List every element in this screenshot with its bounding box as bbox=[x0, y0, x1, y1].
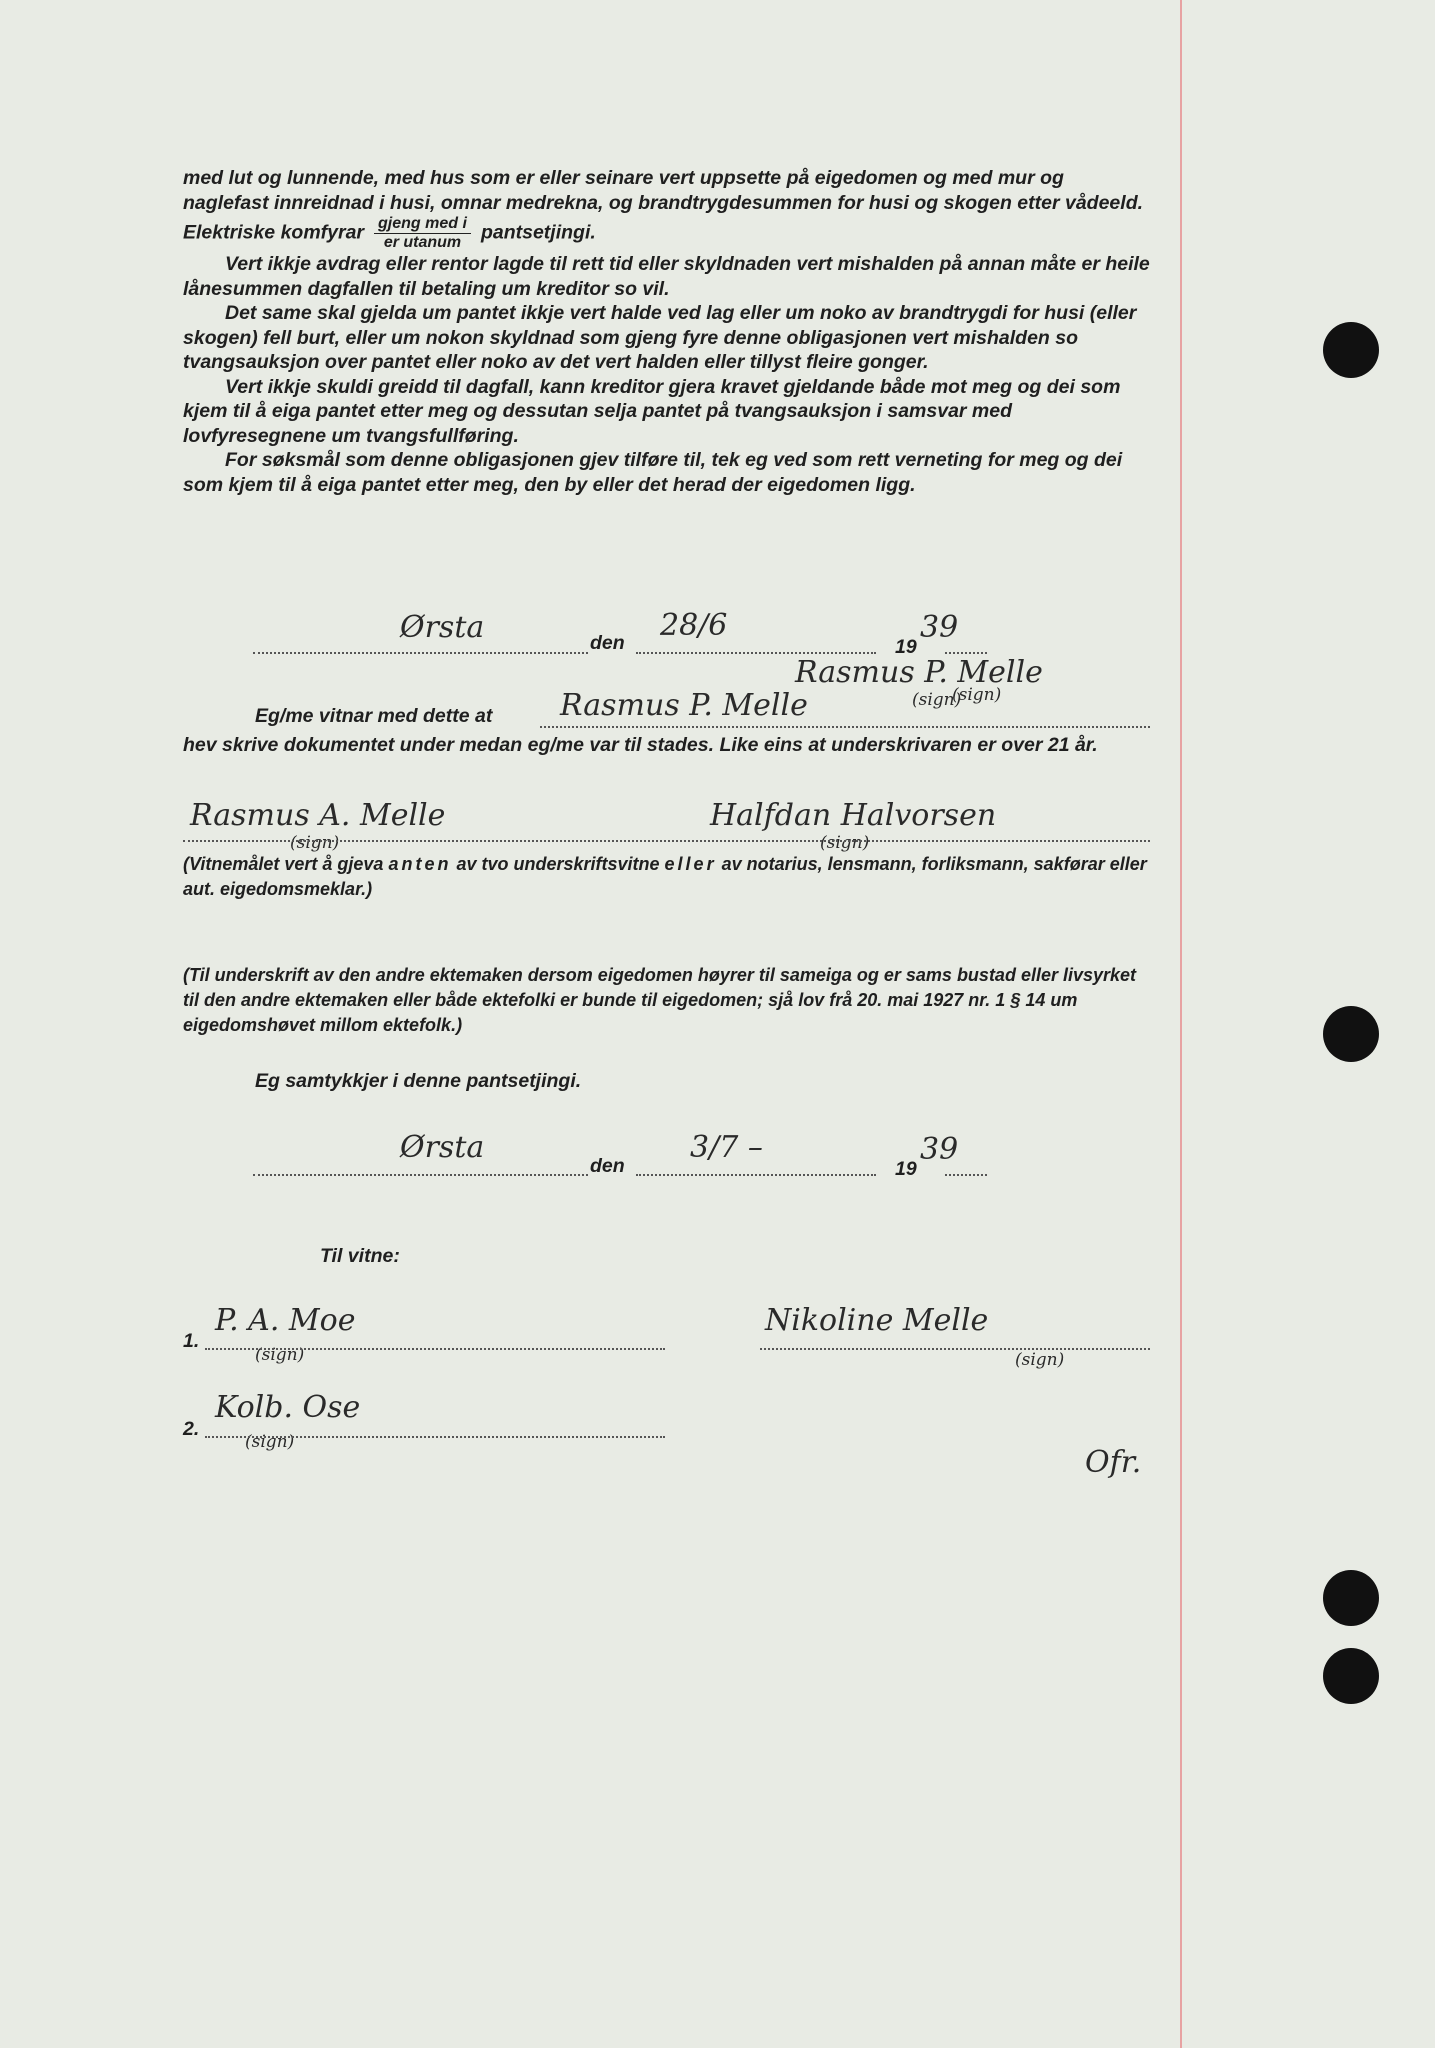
place-handwritten-2: Ørsta bbox=[400, 1130, 485, 1165]
punch-hole bbox=[1323, 1006, 1379, 1062]
year-handwritten-2: 39 bbox=[920, 1132, 959, 1167]
paragraph-1: med lut og lunnende, med hus som er eller seinare vert uppsette på eigedomen og med mur og naglefast innreidnad i husi, omnar medrekna, og brandtrygdesummen for husi og skogen etter vådeeld. Elektriske komfyrar $\frac{\text{gjeng med i}}{\text{er utanum}}$ pantsetjingi. bbox=[183, 167, 1144, 251]
witness-signature-line bbox=[183, 840, 1150, 842]
paragraph-3: Det same skal gjelda um pantet ikkje vert halde ved lag eller um noko av brandtrygdi for husi (eller skogen) fell burt, eller um nokon skyldnad som gjeng fyre denne obligasjonen vert mishalden so tvangsauksjon over pantet eller noko av det vert halden eller tillyst fleire gonger. bbox=[183, 302, 1137, 373]
til-vitne-label: Til vitne: bbox=[320, 1245, 400, 1267]
witness-2-sign-note: (sign) bbox=[820, 833, 870, 853]
witness-subject-sign: (sign) bbox=[912, 690, 962, 710]
year-line bbox=[945, 652, 987, 654]
year-line-2 bbox=[945, 1174, 987, 1176]
witness-number-2: 2. bbox=[183, 1418, 200, 1440]
year-handwritten: 39 bbox=[920, 610, 959, 645]
fraction-choice: $\frac{\text{gjeng med i}}{\text{er utanum}}$ bbox=[374, 215, 471, 252]
place-handwritten: Ørsta bbox=[400, 610, 485, 645]
signer-sign-note: (sign) bbox=[952, 685, 1002, 705]
witness-2-signature: Halfdan Halvorsen bbox=[710, 798, 997, 833]
year-prefix: 19 bbox=[895, 636, 917, 658]
date-handwritten-2: 3/7 – bbox=[690, 1130, 763, 1165]
punch-hole bbox=[1323, 322, 1379, 378]
date-handwritten: 28/6 bbox=[660, 608, 728, 643]
witness-number-1: 1. bbox=[183, 1330, 200, 1352]
witness-note: (Vitnemålet vert å gjeva anten av tvo underskriftsvitne eller av notarius, lensmann, forliksmann, sakførar eller aut. eigedomsmeklar.) bbox=[183, 854, 1147, 899]
signer-signature: Rasmus P. Melle bbox=[795, 655, 1043, 690]
til-vitne-2-line bbox=[205, 1436, 665, 1438]
witness-1-sign-note: (sign) bbox=[290, 833, 340, 853]
date-line bbox=[636, 652, 876, 654]
consent-text: Eg samtykkjer i denne pantsetjingi. bbox=[255, 1070, 582, 1092]
spouse-line bbox=[760, 1348, 1150, 1350]
margin-line bbox=[1180, 0, 1182, 2048]
den-label-2: den bbox=[590, 1155, 625, 1177]
witness-subject-name: Rasmus P. Melle bbox=[560, 688, 808, 723]
spouse-note: (Til underskrift av den andre ektemaken dersom eigedomen høyrer til sameiga og er sams bustad eller livsyrket til den andre ektemaken eller både ektefolki er bunde til eigedomen; sjå lov frå 20. mai 1927 nr. 1 § 14 um eigedomshøvet millom ektefolk.) bbox=[183, 965, 1137, 1035]
punch-hole bbox=[1323, 1570, 1379, 1626]
til-vitne-1-line bbox=[205, 1348, 665, 1350]
til-vitne-1-sign-note: (sign) bbox=[255, 1345, 305, 1365]
punch-hole bbox=[1323, 1648, 1379, 1704]
spouse-signature: Nikoline Melle bbox=[765, 1303, 989, 1338]
spouse-sign-note: (sign) bbox=[1015, 1350, 1065, 1370]
den-label: den bbox=[590, 632, 625, 654]
witness-text: hev skrive dokumentet under medan eg/me var til stades. Like eins at underskrivaren er over 21 år. bbox=[183, 734, 1098, 756]
til-vitne-2-sign-note: (sign) bbox=[245, 1432, 295, 1452]
place-line-2 bbox=[253, 1174, 588, 1176]
body-text bbox=[183, 166, 1153, 497]
paragraph-2: Vert ikkje avdrag eller rentor lagde til rett tid eller skyldnaden vert mishalden på annan måte er heile lånesummen dagfallen til betaling um kreditor so vil. bbox=[183, 253, 1150, 300]
place-line bbox=[253, 652, 588, 654]
paragraph-5: For søksmål som denne obligasjonen gjev tilføre til, tek eg ved som rett verneting for meg og dei som kjem til å eiga pantet etter meg, den by eller det herad der eigedomen ligg. bbox=[183, 449, 1123, 496]
witness-1-signature: Rasmus A. Melle bbox=[190, 798, 446, 833]
date-line-2 bbox=[636, 1174, 876, 1176]
witness-intro: Eg/me vitnar med dette at bbox=[255, 705, 493, 727]
clerk-initials: Ofr. bbox=[1085, 1445, 1142, 1480]
til-vitne-1-signature: P. A. Moe bbox=[215, 1303, 356, 1338]
witness-name-line bbox=[540, 726, 1150, 728]
paragraph-4: Vert ikkje skuldi greidd til dagfall, kann kreditor gjera kravet gjeldande både mot meg og dei som kjem til å eiga pantet etter meg og dessutan selja pantet på tvangsauksjon i samsvar med lovfyresegnene um tvangsfullføring. bbox=[183, 375, 1121, 447]
year-prefix-2: 19 bbox=[895, 1158, 917, 1180]
til-vitne-2-signature: Kolb. Ose bbox=[215, 1390, 361, 1425]
